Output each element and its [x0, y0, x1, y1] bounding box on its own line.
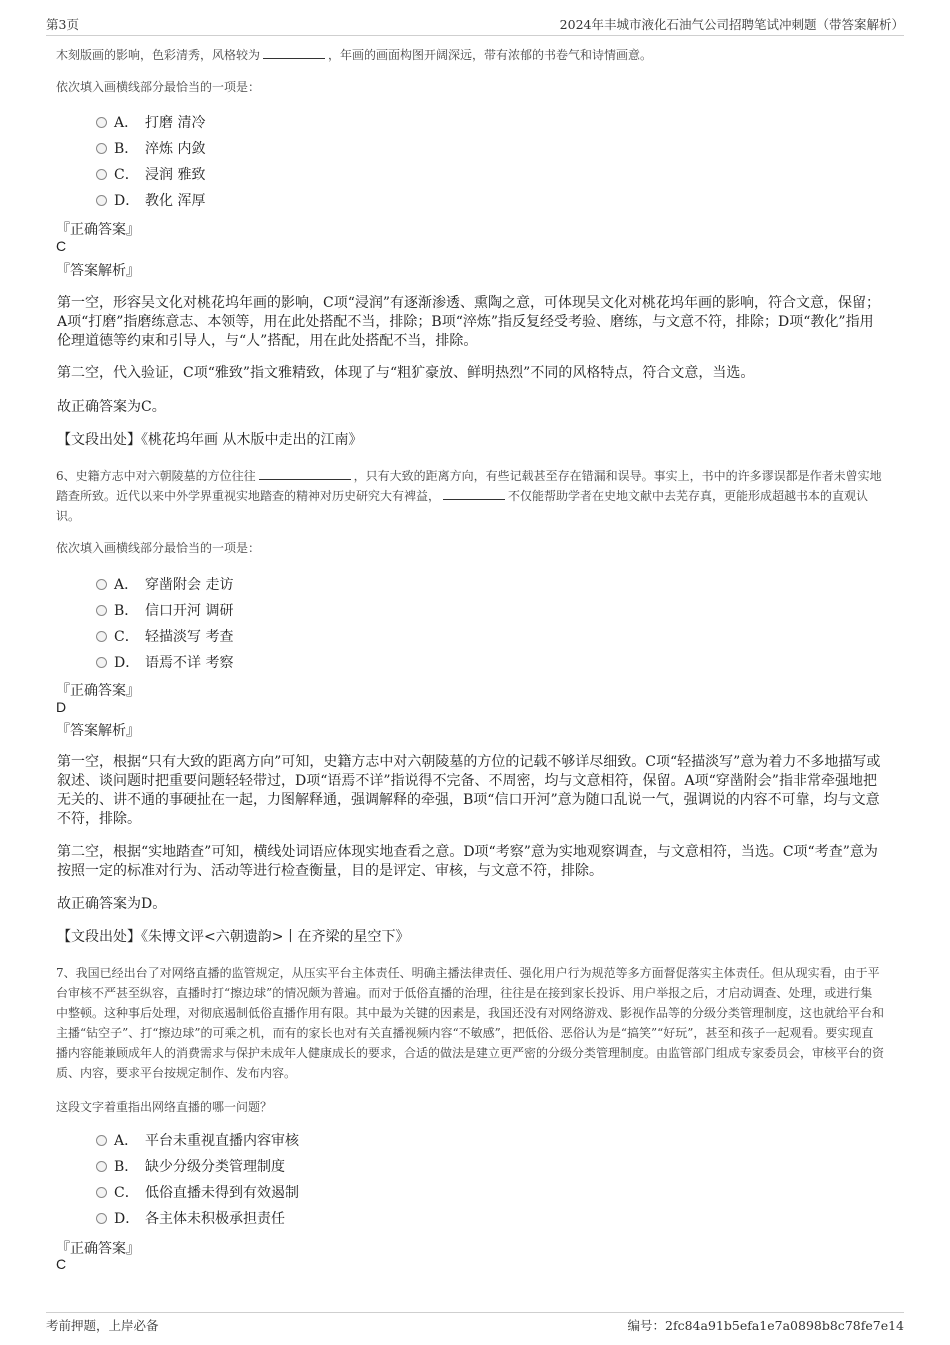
analysis-paragraph: 第一空，根据“只有大致的距离方向”可知，史籍方志中对六朝陵墓的方位的记载不够详尽细致。C项“轻描淡写”意为着力不多地描写或叙述、谈问题时把重要问题轻轻带过，D项“语焉不详”指说得不完备、不周密，均与文意相符，保留。A项“穿凿附会”指非常牵强地把无关的、讲不通的事硬扯在一起，力图解释通，强调解释的牵强，B项“信口开河”意为随口乱说一气，强调说的内容不可靠，均与文意不符，排除。: [57, 754, 881, 827]
correct-answer: C: [56, 1256, 67, 1272]
analysis-paragraph: 第二空，代入验证，C项“雅致”指文雅精致，体现了与“粗犷豪放、鲜明热烈”不同的风格特点，符合文意，当选。: [57, 365, 755, 381]
analysis-paragraph: 第一空，形容吴文化对桃花坞年画的影响，C项“浸润”有逐渐渗透、熏陶之意，可体现吴文化对桃花坞年画的影响，符合文意，保留；A项“打磨”指磨练意志、本领等，用在此处搭配不当，排除；B项“淬炼”指反复经受考验、磨练，与文意不符，排除；D项“教化”指用伦理道德等约束和引导人，与“人”搭配，用在此处搭配不当，排除。: [57, 295, 881, 349]
page-header: [46, 15, 904, 36]
option-c[interactable]: C． 轻描淡写 考查: [96, 624, 696, 650]
radio-icon[interactable]: [96, 631, 107, 642]
analysis-label: 『答案解析』: [56, 263, 140, 279]
answer-label: 『正确答案』: [56, 683, 140, 699]
option-b[interactable]: B． 缺少分级分类管理制度: [96, 1154, 696, 1180]
option-a[interactable]: A． 平台未重视直播内容审核: [96, 1128, 696, 1154]
q6-prompt: 依次填入画横线部分最恰当的一项是：: [56, 541, 261, 555]
radio-icon[interactable]: [96, 1135, 107, 1146]
radio-icon[interactable]: [96, 169, 107, 180]
analysis-label: 『答案解析』: [56, 723, 140, 739]
q7-options: [96, 1128, 696, 1232]
correct-answer: C: [56, 238, 67, 254]
option-a[interactable]: A． 穿凿附会 走访: [96, 572, 696, 598]
document-title: 2024年丰城市液化石油气公司招聘笔试冲刺题（带答案解析）: [559, 17, 904, 32]
analysis-paragraph: 故正确答案为D。: [57, 896, 167, 912]
option-c[interactable]: C． 浸润 雅致: [96, 162, 696, 188]
source-citation: 【文段出处】《桃花坞年画 从木版中走出的江南》: [57, 432, 363, 448]
document-id: 编号：2fc84a91b5efa1e7a0898b8c78fe7e14: [627, 1318, 904, 1333]
q5-prompt: 依次填入画横线部分最恰当的一项是：: [56, 80, 261, 94]
page-number: 第3页: [46, 17, 79, 32]
answer-label: 『正确答案』: [56, 1241, 140, 1257]
q6-stem: 6、史籍方志中对六朝陵墓的方位往往 ，只有大致的距离方向，有些记载甚至存在错漏和误导。事实上，书中的许多谬误都是作者未曾实地踏查所致。近代以来中外学界重视实地踏查的精神对历史研究大有裨益， 不仅能帮助学者在史地文献中去芜存真，更能形成超越书本的直观认识。: [56, 469, 882, 523]
option-d[interactable]: D． 教化 浑厚: [96, 188, 696, 214]
radio-icon[interactable]: [96, 579, 107, 590]
analysis-paragraph: 故正确答案为C。: [57, 399, 166, 415]
answer-label: 『正确答案』: [56, 222, 140, 238]
q7-stem: 7、我国已经出台了对网络直播的监管规定，从压实平台主体责任、明确主播法律责任、强化用户行为规范等多方面督促落实主体责任。但从现实看，由于平台审核不严甚至纵容，直播时打“擦边球”的情况颇为普遍。而对于低俗直播的治理，往往是在接到家长投诉、用户举报之后，才启动调查、处理，或进行集中整顿。这种事后处理，对彻底遏制低俗直播作用有限。其中最为关键的因素是，我国还没有对网络游戏、影视作品等的分级分类管理制度，这也就给平台和主播“钻空子”、打“擦边球”的可乘之机，而有的家长也对有关直播视频内容“不敏感”，把低俗、恶俗认为是“搞笑”“好玩”，甚至和孩子一起观看。要实现直播内容能兼顾成年人的消费需求与保护未成年人健康成长的要求，合适的做法是建立更严密的分级分类管理制度。由监管部门组成专家委员会，审核平台的资质、内容，要求平台按规定制作、发布内容。: [56, 966, 885, 1080]
option-a[interactable]: A． 打磨 清冷: [96, 110, 696, 136]
analysis-paragraph: 第二空，根据“实地踏查”可知，横线处词语应体现实地查看之意。D项“考察”意为实地观察调查，与文意相符，当选。C项“考查”意为按照一定的标准对行为、活动等进行检查衡量，目的是评定、审核，与文意不符，排除。: [57, 844, 878, 879]
option-b[interactable]: B． 淬炼 内敛: [96, 136, 696, 162]
radio-icon[interactable]: [96, 605, 107, 616]
radio-icon[interactable]: [96, 1161, 107, 1172]
option-b[interactable]: B． 信口开河 调研: [96, 598, 696, 624]
option-c[interactable]: C． 低俗直播未得到有效遏制: [96, 1180, 696, 1206]
footer-slogan: 考前押题，上岸必备: [46, 1318, 159, 1333]
radio-icon[interactable]: [96, 117, 107, 128]
q6-options: [96, 572, 696, 676]
fill-blank: [443, 487, 505, 500]
source-citation: 【文段出处】《朱博文评<六朝遗韵>丨在齐梁的星空下》: [57, 929, 410, 945]
q5-stem: 木刻版画的影响，色彩清秀，风格较为 ，年画的画面构图开阔深远，带有浓郁的书卷气和诗情画意。: [56, 48, 653, 62]
radio-icon[interactable]: [96, 1187, 107, 1198]
option-d[interactable]: D． 各主体未积极承担责任: [96, 1206, 696, 1232]
q5-options: [96, 110, 696, 214]
option-d[interactable]: D． 语焉不详 考察: [96, 650, 696, 676]
page-footer: [46, 1312, 904, 1335]
radio-icon[interactable]: [96, 657, 107, 668]
radio-icon[interactable]: [96, 143, 107, 154]
radio-icon[interactable]: [96, 1213, 107, 1224]
correct-answer: D: [56, 699, 67, 715]
q7-prompt: 这段文字着重指出网络直播的哪一问题？: [56, 1100, 273, 1114]
fill-blank: [259, 467, 351, 480]
radio-icon[interactable]: [96, 195, 107, 206]
fill-blank: [263, 46, 325, 59]
